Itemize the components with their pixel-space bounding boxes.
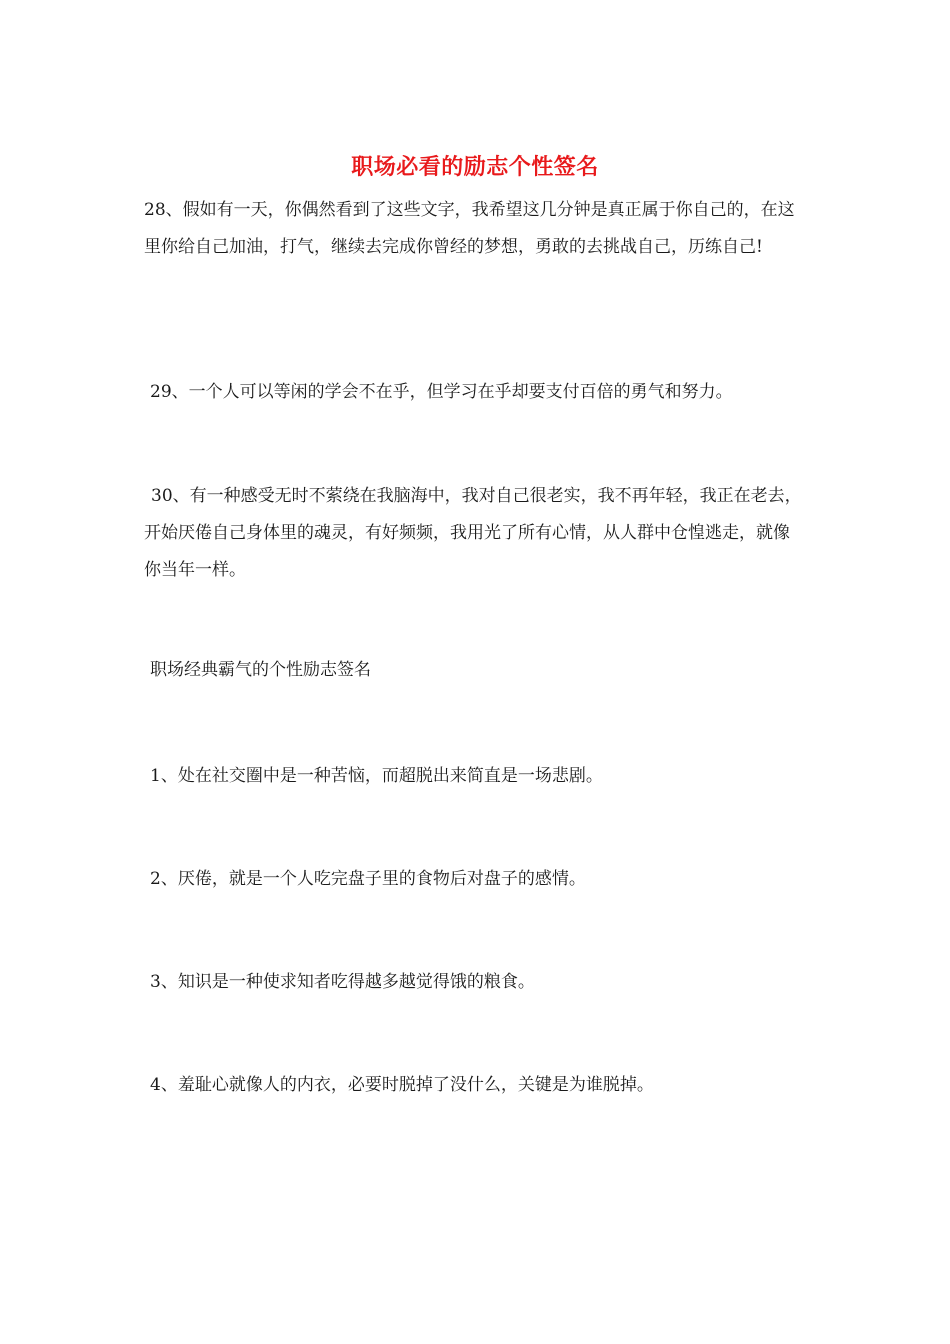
section-heading: 职场经典霸气的个性励志签名 — [150, 660, 371, 680]
paragraph-30 — [144, 478, 806, 589]
paragraph-30-text: 30、有一种感受无时不萦绕在我脑海中，我对自己很老实，我不再年轻，我正在老去，开始厌倦自己身体里的魂灵，有好频频，我用光了所有心情，从人群中仓惶逃走，就像你当年一样。 — [144, 486, 802, 580]
document-title: 职场必看的励志个性签名 — [351, 154, 599, 180]
section-item-3: 3、知识是一种使求知者吃得越多越觉得饿的粮食。 — [150, 972, 535, 992]
section-item-2: 2、厌倦，就是一个人吃完盘子里的食物后对盘子的感情。 — [150, 869, 586, 889]
section-item-1: 1、处在社交圈中是一种苦恼，而超脱出来简直是一场悲剧。 — [150, 766, 603, 786]
paragraph-29: 29、一个人可以等闲的学会不在乎，但学习在乎却要支付百倍的勇气和努力。 — [150, 382, 733, 402]
paragraph-28: 28、假如有一天，你偶然看到了这些文字，我希望这几分钟是真正属于你自己的，在这里你给自己加油，打气，继续去完成你曾经的梦想，勇敢的去挑战自己，历练自己! — [144, 200, 795, 257]
section-item-4: 4、羞耻心就像人的内衣，必要时脱掉了没什么，关键是为谁脱掉。 — [150, 1075, 654, 1095]
